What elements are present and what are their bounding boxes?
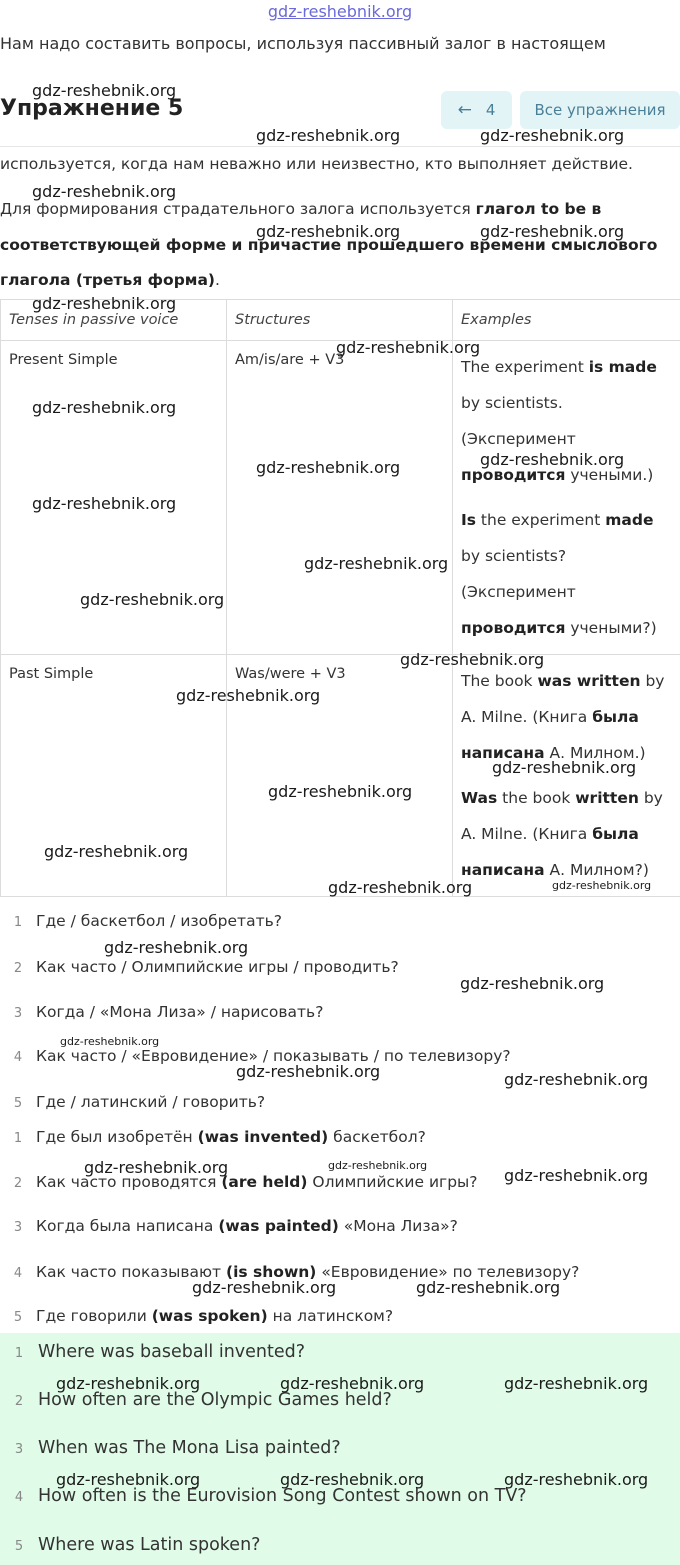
watermark-text: gdz-reshebnik.org	[280, 1470, 425, 1489]
answer-item: 4 How often is the Eurovision Song Contest shown on TV?	[14, 1486, 527, 1506]
watermark-text: gdz-reshebnik.org	[256, 222, 401, 241]
watermark-text: gdz-reshebnik.org	[328, 878, 473, 897]
structure-cell: Am/is/are + V3	[227, 341, 453, 655]
watermark-text: gdz-reshebnik.org	[192, 1278, 337, 1297]
list-item: 1 Где был изобретён (was invented) баскетбол?	[13, 1128, 426, 1146]
theory-line-4: глагола (третья форма).	[0, 271, 220, 289]
watermark-text: gdz-reshebnik.org	[104, 938, 249, 957]
list-item: 5 Где говорили (was spoken) на латинском?	[13, 1307, 394, 1325]
tense-cell: Past Simple	[1, 655, 227, 897]
watermark-text: gdz-reshebnik.org	[504, 1470, 649, 1489]
watermark-text: gdz-reshebnik.org	[480, 222, 625, 241]
list-item: 4 Как часто показывают (is shown) «Евровидение» по телевизору?	[13, 1263, 580, 1281]
watermark-text: gdz-reshebnik.org	[32, 494, 177, 513]
list-item: 2 Как часто проводятся (are held) Олимпийские игры?	[13, 1173, 478, 1191]
watermark-text: gdz-reshebnik.org	[60, 1035, 160, 1048]
watermark-text: gdz-reshebnik.org	[552, 879, 652, 892]
watermark-text: gdz-reshebnik.org	[336, 338, 481, 357]
list-item: 4 Как часто / «Евровидение» / показывать / по телевизору?	[13, 1047, 511, 1065]
watermark-text: gdz-reshebnik.org	[236, 1062, 381, 1081]
watermark-text: gdz-reshebnik.org	[504, 1166, 649, 1185]
watermark-text: gdz-reshebnik.org	[56, 1470, 201, 1489]
theory-line-2: Для формирования страдательного залога используется глагол to be в	[0, 200, 602, 218]
watermark-text: gdz-reshebnik.org	[256, 126, 401, 145]
watermark-link[interactable]: gdz-reshebnik.org	[267, 2, 413, 21]
watermark-text: gdz-reshebnik.org	[492, 758, 637, 777]
all-exercises-label: Все упражнения	[534, 101, 666, 119]
all-exercises-button[interactable]	[520, 91, 680, 129]
structure-cell: Was/were + V3	[227, 655, 453, 897]
watermark-text: gdz-reshebnik.org	[176, 686, 321, 705]
watermark-text: gdz-reshebnik.org	[256, 458, 401, 477]
watermark-text: gdz-reshebnik.org	[480, 126, 625, 145]
divider	[0, 146, 680, 147]
watermark-text: gdz-reshebnik.org	[32, 81, 177, 100]
table-header-cell: Examples	[453, 300, 680, 341]
list-item: 3 Когда была написана (was painted) «Мона Лиза»?	[13, 1217, 458, 1235]
answer-item: 2 How often are the Olympic Games held?	[14, 1390, 392, 1410]
table-header-cell: Structures	[227, 300, 453, 341]
watermark-text: gdz-reshebnik.org	[84, 1158, 229, 1177]
watermark-text: gdz-reshebnik.org	[32, 182, 177, 201]
watermark-text: gdz-reshebnik.org	[480, 450, 625, 469]
prev-exercise-label: 4	[485, 101, 496, 119]
watermark-text: gdz-reshebnik.org	[32, 294, 177, 313]
examples-cell: The book was written by A. Milne. (Книга была написана А. Милном.) Was the book written by A. Milne. (Книга была написана А. Милном?)	[453, 655, 680, 897]
list-item: 5 Где / латинский / говорить?	[13, 1093, 266, 1111]
table-header-cell: Tenses in passive voice	[1, 300, 227, 341]
arrow-left-icon: ←	[457, 100, 472, 120]
watermark-text: gdz-reshebnik.org	[268, 782, 413, 801]
theory-line-3: соответствующей форме и причастие прошедшего времени смыслового	[0, 236, 658, 254]
watermark-text: gdz-reshebnik.org	[80, 590, 225, 609]
watermark-text: gdz-reshebnik.org	[416, 1278, 561, 1297]
list-item: 3 Когда / «Мона Лиза» / нарисовать?	[13, 1003, 324, 1021]
watermark-text: gdz-reshebnik.org	[504, 1070, 649, 1089]
examples-cell: The experiment is made by scientists. (Эксперимент проводится учеными.) Is the experiment made by scientists? (Эксперимент проводится учеными?)	[453, 341, 680, 655]
watermark-text: gdz-reshebnik.org	[328, 1159, 428, 1172]
list-item: 2 Как часто / Олимпийские игры / проводить?	[13, 958, 399, 976]
list-item: 1 Где / баскетбол / изобретать?	[13, 912, 282, 930]
tense-cell: Present Simple	[1, 341, 227, 655]
watermark-text: gdz-reshebnik.org	[504, 1374, 649, 1393]
answer-item: 5 Where was Latin spoken?	[14, 1535, 261, 1555]
watermark-text: gdz-reshebnik.org	[460, 974, 605, 993]
theory-line-1: используется, когда нам неважно или неизвестно, кто выполняет действие.	[0, 155, 633, 173]
answer-item: 1 Where was baseball invented?	[14, 1342, 306, 1362]
intro-text: Нам надо составить вопросы, используя пассивный залог в настоящем	[0, 34, 606, 53]
answer-item: 3 When was The Mona Lisa painted?	[14, 1438, 341, 1458]
watermark-text: gdz-reshebnik.org	[400, 650, 545, 669]
exercise-title: Упражнение 5	[0, 96, 184, 121]
watermark-text: gdz-reshebnik.org	[44, 842, 189, 861]
prev-exercise-button[interactable]	[441, 91, 512, 129]
watermark-text: gdz-reshebnik.org	[304, 554, 449, 573]
watermark-text: gdz-reshebnik.org	[32, 398, 177, 417]
watermark-text: gdz-reshebnik.org	[280, 1374, 425, 1393]
watermark-text: gdz-reshebnik.org	[56, 1374, 201, 1393]
